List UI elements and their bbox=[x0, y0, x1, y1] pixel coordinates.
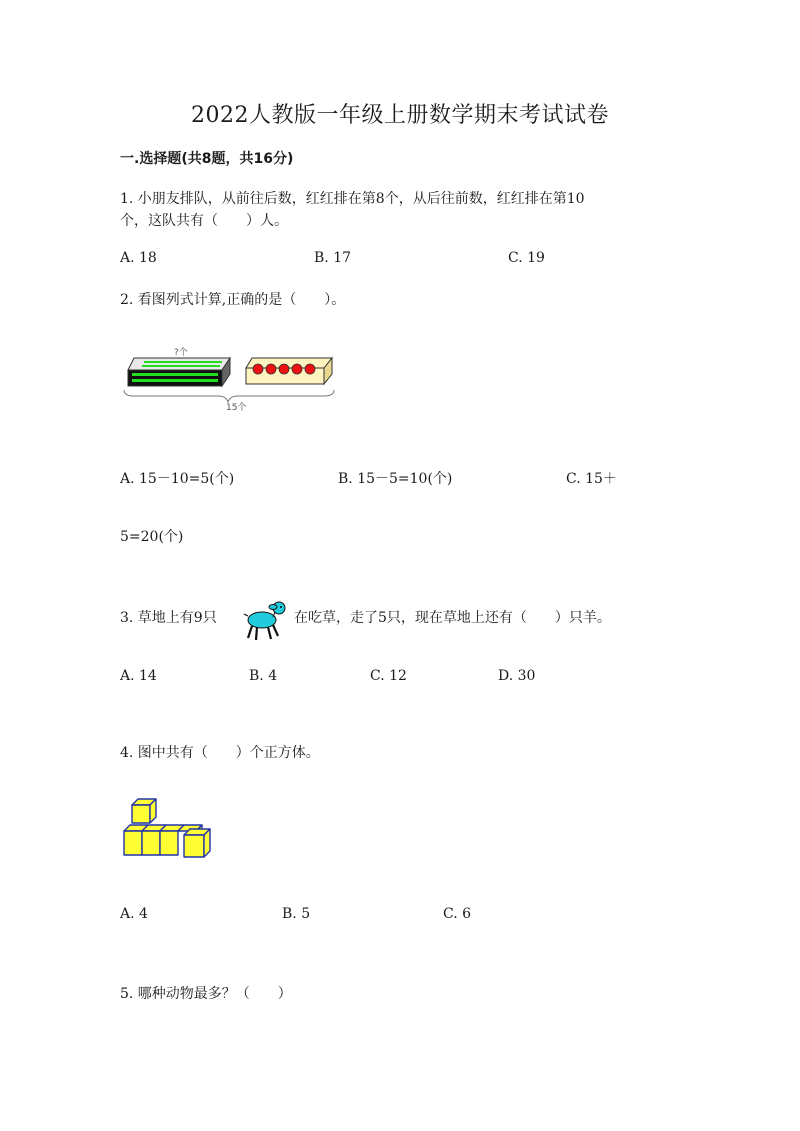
section-heading: 一.选择题(共8题，共16分) bbox=[120, 151, 294, 167]
q2-option-a: A. 15－10=5(个) bbox=[120, 471, 235, 487]
green-tray bbox=[128, 358, 230, 386]
q1-option-c: C. 19 bbox=[508, 250, 545, 266]
q2-figure bbox=[122, 344, 336, 414]
q2-figure-top-label: ?个 bbox=[174, 348, 188, 358]
q4-option-a: A. 4 bbox=[120, 906, 148, 922]
q3-option-a: A. 14 bbox=[120, 668, 157, 684]
q3-stem-before: 3. 草地上有9只 bbox=[120, 610, 217, 626]
q3-option-c: C. 12 bbox=[370, 668, 407, 684]
q4-stem: 4. 图中共有（ ）个正方体。 bbox=[120, 745, 320, 761]
q2-option-b: B. 15－5=10(个) bbox=[338, 471, 453, 487]
q3-stem-after: 在吃草，走了5只，现在草地上还有（ ）只羊。 bbox=[294, 610, 611, 626]
q1-stem-line2: 个，这队共有（ ）人。 bbox=[120, 213, 288, 229]
q1-option-a: A. 18 bbox=[120, 250, 157, 266]
q2-stem: 2. 看图列式计算,正确的是（ ）。 bbox=[120, 292, 346, 308]
q4-option-b: B. 5 bbox=[282, 906, 311, 922]
q4-cubes-figure bbox=[120, 797, 224, 863]
q3-option-d: D. 30 bbox=[498, 668, 536, 684]
q2-option-c: C. 15＋ bbox=[566, 471, 617, 487]
q2-figure-bottom-label: 15个 bbox=[226, 403, 247, 413]
sheep-icon bbox=[240, 598, 292, 642]
page-title: 2022人教版一年级上册数学期末考试试卷 bbox=[191, 103, 609, 128]
q1-option-b: B. 17 bbox=[314, 250, 352, 266]
q4-option-c: C. 6 bbox=[443, 906, 472, 922]
q1-stem-line1: 1. 小朋友排队，从前往后数，红红排在第8个，从后往前数，红红排在第10 bbox=[120, 191, 585, 207]
q2-option-c-wrap: 5=20(个) bbox=[120, 529, 184, 545]
red-dots-tray bbox=[246, 358, 332, 384]
q5-stem: 5. 哪种动物最多？（ ） bbox=[120, 986, 292, 1002]
q3-option-b: B. 4 bbox=[249, 668, 278, 684]
